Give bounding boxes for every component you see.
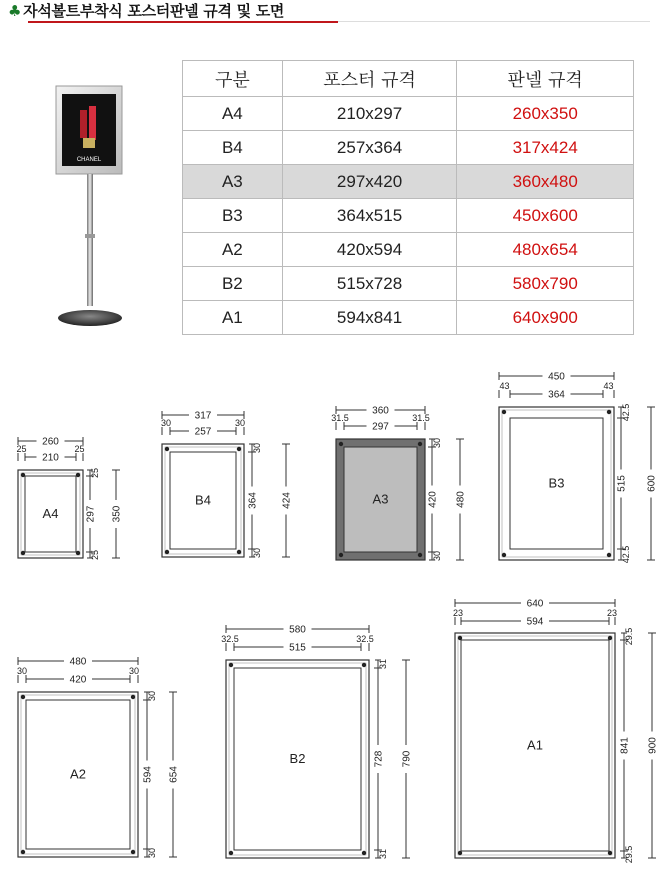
row-name: B2 <box>183 267 283 301</box>
dim-margin-left: 31.5 <box>331 413 349 423</box>
dim-margin-right: 43 <box>603 381 614 391</box>
row-panel: 480x654 <box>457 233 634 267</box>
dim-margin-top: 29.5 <box>624 627 634 646</box>
dim-inner-width: 257 <box>194 426 212 438</box>
magnet-bolt-icon <box>76 551 80 555</box>
row-panel: 450x600 <box>457 199 634 233</box>
dim-margin-left: 30 <box>16 666 28 676</box>
panel-label: A1 <box>527 737 543 753</box>
page-title: ♣ 자석볼트부착식 포스터판넬 규격 및 도면 <box>8 2 285 20</box>
row-poster: 364x515 <box>282 199 457 233</box>
magnet-bolt-icon <box>458 636 462 640</box>
magnet-bolt-icon <box>418 442 422 446</box>
dim-margin-bottom: 31 <box>378 848 388 860</box>
club-icon: ♣ <box>8 2 22 20</box>
dim-margin-right: 32.5 <box>356 634 374 644</box>
dim-margin-right: 23 <box>606 608 618 618</box>
dim-total-height: 424 <box>281 492 293 509</box>
dim-inner-height: 841 <box>619 737 631 754</box>
dim-margin-right: 25 <box>74 444 85 454</box>
panel-label: A3 <box>372 491 389 507</box>
dim-margin-top: 25 <box>90 467 100 479</box>
dim-inner-height: 594 <box>142 766 154 783</box>
dim-margin-bottom: 25 <box>90 549 100 561</box>
dim-total-height: 900 <box>647 737 659 754</box>
magnet-bolt-icon <box>339 553 343 557</box>
dim-total-height: 654 <box>168 766 180 783</box>
magnet-bolt-icon <box>458 851 462 855</box>
magnet-bolt-icon <box>502 553 506 557</box>
row-panel: 360x480 <box>457 165 634 199</box>
dim-total-width: 360 <box>372 405 389 417</box>
dim-inner-width: 515 <box>289 642 306 654</box>
dim-inner-width: 420 <box>69 674 87 686</box>
dim-inner-height: 420 <box>427 491 439 508</box>
magnet-bolt-icon <box>608 851 612 855</box>
dim-inner-height: 728 <box>373 750 385 768</box>
magnet-bolt-icon <box>418 553 422 557</box>
magnet-bolt-icon <box>229 851 233 855</box>
magnet-bolt-icon <box>21 473 25 477</box>
dim-margin-bottom: 29.5 <box>624 845 634 864</box>
magnet-bolt-icon <box>502 410 506 414</box>
row-poster: 257x364 <box>282 131 457 165</box>
row-panel: 580x790 <box>457 267 634 301</box>
magnet-bolt-icon <box>608 636 612 640</box>
magnet-bolt-icon <box>339 442 343 446</box>
dim-margin-top: 30 <box>432 437 442 449</box>
dim-inner-height: 297 <box>85 505 97 523</box>
dim-total-width: 450 <box>548 371 565 383</box>
dim-total-width: 580 <box>289 624 306 636</box>
row-panel: 640x900 <box>457 301 634 335</box>
dim-inner-width: 594 <box>526 616 544 628</box>
dim-margin-left: 30 <box>160 418 172 428</box>
dim-margin-right: 31.5 <box>412 413 430 423</box>
magnet-bolt-icon <box>237 447 241 451</box>
header-type: 구분 <box>183 61 283 97</box>
magnet-bolt-icon <box>165 550 169 554</box>
dim-inner-width: 364 <box>548 389 565 401</box>
row-panel: 317x424 <box>457 131 634 165</box>
dim-margin-bottom: 30 <box>252 547 262 559</box>
magnet-bolt-icon <box>607 553 611 557</box>
row-name: A4 <box>183 97 283 131</box>
magnet-bolt-icon <box>21 551 25 555</box>
dim-inner-height: 515 <box>616 475 628 492</box>
magnet-bolt-icon <box>229 663 233 667</box>
row-poster: 210x297 <box>282 97 457 131</box>
panel-label: B4 <box>195 492 211 508</box>
panel-label: A4 <box>42 506 59 521</box>
dim-inner-width: 297 <box>372 421 389 433</box>
row-name: A3 <box>183 165 283 199</box>
dim-total-height: 480 <box>455 491 467 508</box>
dim-margin-left: 23 <box>452 608 464 618</box>
row-name: B3 <box>183 199 283 233</box>
dim-margin-top: 31 <box>378 658 388 670</box>
photo-brand: CHANEL <box>76 157 102 163</box>
panel-label: A2 <box>70 766 86 782</box>
dim-margin-left: 43 <box>499 381 510 391</box>
magnet-bolt-icon <box>21 850 25 854</box>
dim-margin-left: 25 <box>16 444 27 454</box>
header-panel-size: 판넬 규격 <box>457 61 634 97</box>
row-name: A1 <box>183 301 283 335</box>
dim-margin-right: 30 <box>128 666 140 676</box>
magnet-bolt-icon <box>21 695 25 699</box>
row-name: A2 <box>183 233 283 267</box>
magnet-bolt-icon <box>362 851 366 855</box>
magnet-bolt-icon <box>131 695 135 699</box>
dim-total-width: 317 <box>194 410 212 422</box>
dim-margin-top: 30 <box>252 442 262 454</box>
dim-margin-right: 30 <box>234 418 246 428</box>
magnet-bolt-icon <box>131 850 135 854</box>
magnet-bolt-icon <box>362 663 366 667</box>
row-poster: 420x594 <box>282 233 457 267</box>
dim-total-width: 640 <box>526 598 544 610</box>
dim-total-width: 260 <box>42 436 59 448</box>
magnet-bolt-icon <box>165 447 169 451</box>
row-name: B4 <box>183 131 283 165</box>
dim-margin-bottom: 42.5 <box>621 545 631 564</box>
dim-margin-bottom: 30 <box>432 550 442 562</box>
dim-margin-left: 32.5 <box>221 634 239 644</box>
row-panel: 260x350 <box>457 97 634 131</box>
header-poster-size: 포스터 규격 <box>282 61 457 97</box>
row-poster: 594x841 <box>282 301 457 335</box>
dim-total-height: 350 <box>111 505 123 523</box>
panel-label: B3 <box>548 475 565 491</box>
dim-total-width: 480 <box>69 656 87 668</box>
dim-total-height: 600 <box>646 475 658 492</box>
dim-inner-height: 364 <box>247 492 259 509</box>
magnet-bolt-icon <box>237 550 241 554</box>
row-poster: 297x420 <box>282 165 457 199</box>
dim-margin-top: 30 <box>147 690 157 702</box>
magnet-bolt-icon <box>607 410 611 414</box>
panel-label: B2 <box>289 751 306 766</box>
dim-inner-width: 210 <box>42 452 59 464</box>
row-poster: 515x728 <box>282 267 457 301</box>
dim-total-height: 790 <box>401 750 413 768</box>
magnet-bolt-icon <box>76 473 80 477</box>
dim-margin-bottom: 30 <box>147 847 157 859</box>
dim-margin-top: 42.5 <box>621 403 631 422</box>
